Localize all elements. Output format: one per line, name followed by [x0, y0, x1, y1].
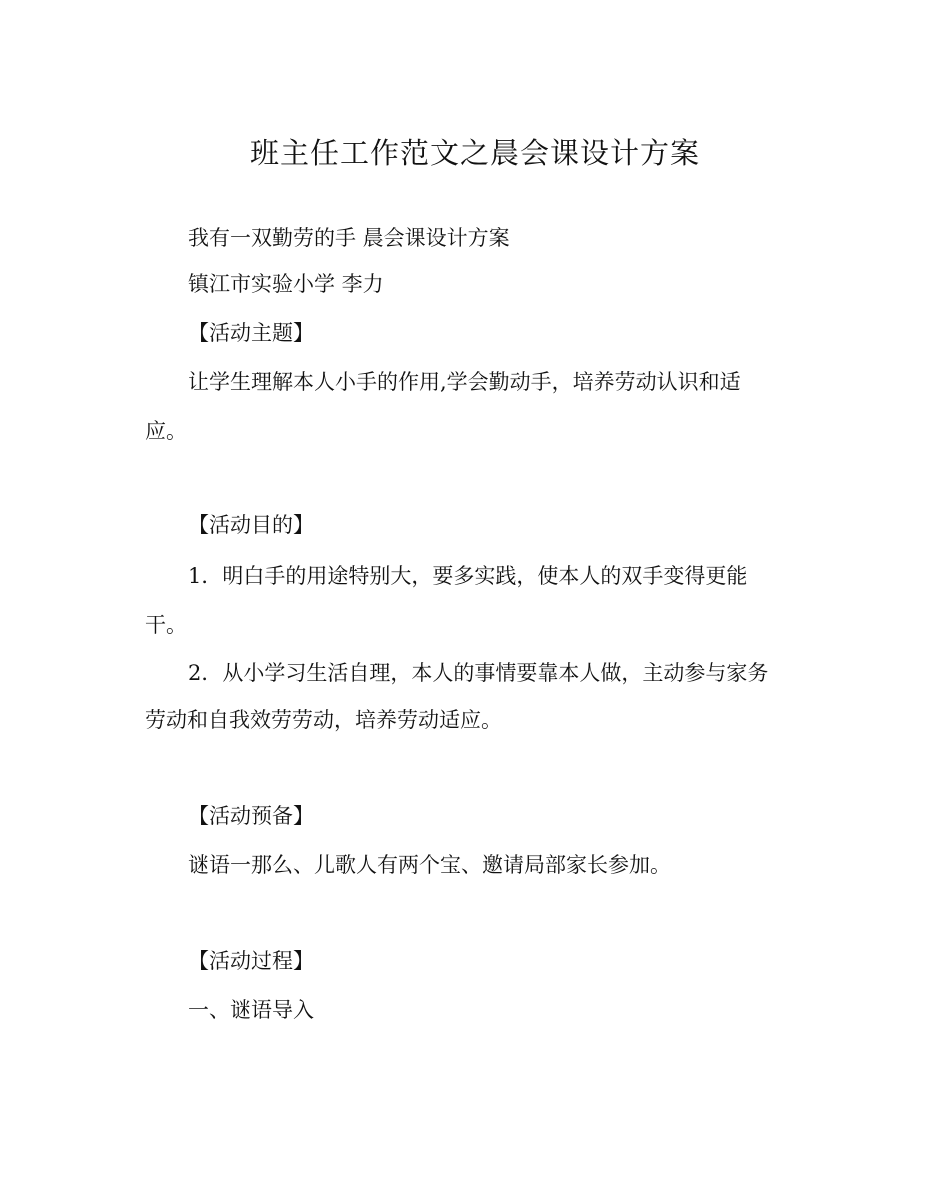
section-heading-theme: 【活动主题】	[188, 321, 314, 345]
paragraph-line: 劳动和自我效劳劳动，培养劳动适应。	[145, 708, 502, 732]
author-line: 镇江市实验小学 李力	[188, 272, 384, 296]
paragraph-line: 一、谜语导入	[188, 998, 314, 1022]
paragraph-line: 2．从小学习生活自理，本人的事情要靠本人做，主动参与家务	[188, 661, 769, 685]
paragraph-line: 让学生理解本人小手的作用,学会勤动手，培养劳动认识和适	[188, 370, 741, 394]
section-heading-preparation: 【活动预备】	[188, 804, 314, 828]
paragraph-line: 应。	[145, 419, 187, 443]
paragraph-line: 干。	[145, 613, 187, 637]
paragraph-line: 谜语一那么、儿歌人有两个宝、邀请局部家长参加。	[188, 853, 671, 877]
section-heading-process: 【活动过程】	[188, 949, 314, 973]
document-title: 班主任工作范文之晨会课设计方案	[249, 136, 700, 170]
section-heading-purpose: 【活动目的】	[188, 513, 314, 537]
subtitle-line: 我有一双勤劳的手 晨会课设计方案	[188, 226, 510, 250]
paragraph-line: 1．明白手的用途特别大，要多实践，使本人的双手变得更能	[188, 564, 748, 588]
